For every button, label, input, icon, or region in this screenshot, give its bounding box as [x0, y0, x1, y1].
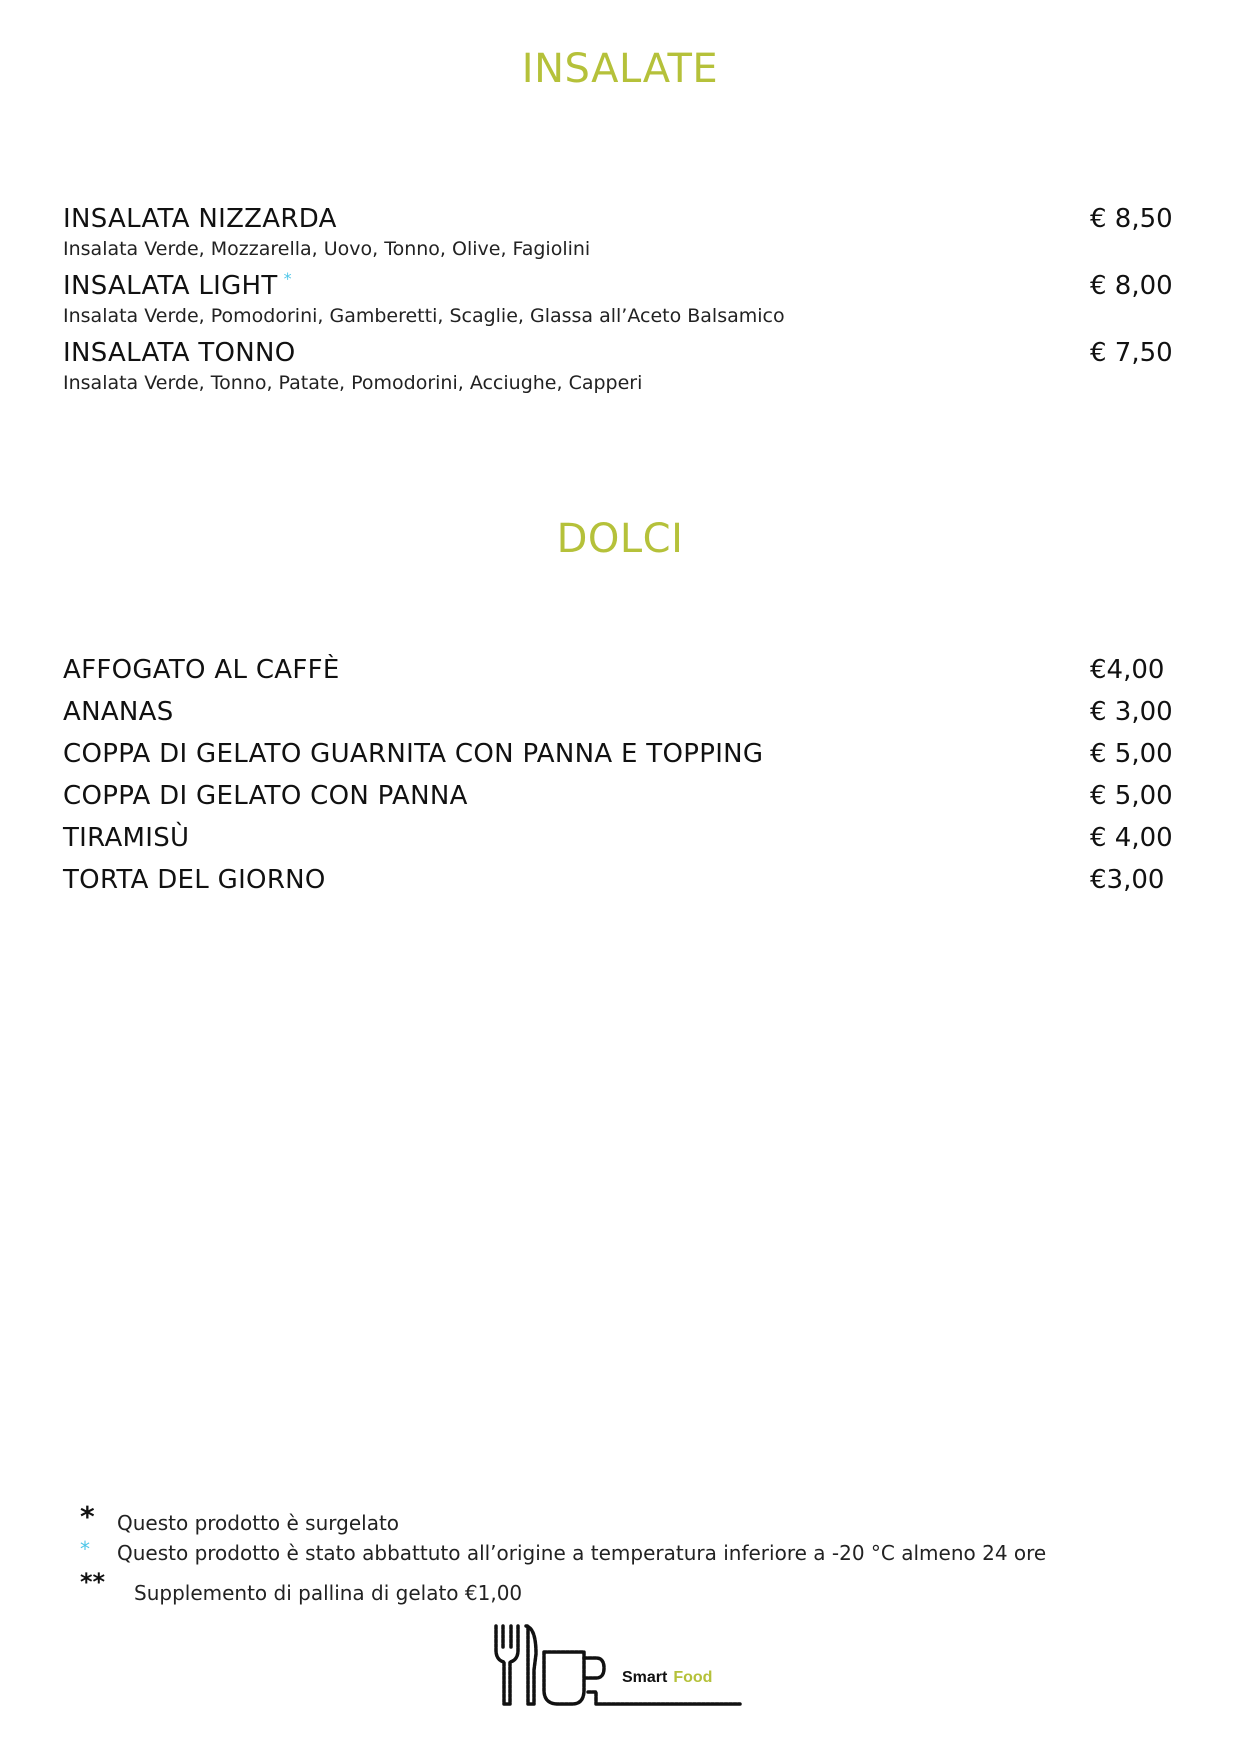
menu-item-name — [63, 271, 292, 301]
menu-item-price: € 3,00 — [1090, 697, 1173, 727]
menu-item-name: INSALATA NIZZARDA — [63, 204, 337, 234]
menu-item-name: COPPA DI GELATO GUARNITA CON PANNA E TOPPING — [63, 739, 764, 769]
menu-item-description: Insalata Verde, Mozzarella, Uovo, Tonno, Olive, Fagiolini — [63, 238, 591, 260]
menu-item-price: € 8,50 — [1090, 204, 1173, 234]
menu-item-price: € 5,00 — [1090, 739, 1173, 769]
menu-item-price: € 7,50 — [1090, 338, 1173, 368]
menu-item-price: € 4,00 — [1090, 823, 1173, 853]
section-title-dolci: DOLCI — [556, 516, 684, 562]
logo-text: Smart Food — [622, 1669, 713, 1686]
menu-item-name: INSALATA TONNO — [63, 338, 296, 368]
knife-icon — [526, 1626, 536, 1704]
footnote-text: Questo prodotto è surgelato — [117, 1511, 400, 1535]
menu-item-price: €4,00 — [1090, 655, 1165, 685]
frozen-origin-marker: * — [283, 269, 292, 288]
menu-item-description: Insalata Verde, Tonno, Patate, Pomodorini, Acciughe, Capperi — [63, 372, 643, 394]
menu-item-description: Insalata Verde, Pomodorini, Gamberetti, Scaglie, Glassa all’Aceto Balsamico — [63, 305, 785, 327]
menu-item-name-text: INSALATA LIGHT — [63, 271, 278, 301]
fork-icon — [496, 1626, 518, 1704]
footnote-marker: * — [80, 1537, 90, 1561]
menu-item-name: TORTA DEL GIORNO — [63, 865, 326, 895]
menu-item-price: € 8,00 — [1090, 271, 1173, 301]
menu-item-name: TIRAMISÙ — [63, 823, 190, 853]
menu-item-price: € 5,00 — [1090, 781, 1173, 811]
cup-icon — [544, 1652, 584, 1704]
menu-item-name: AFFOGATO AL CAFFÈ — [63, 655, 340, 685]
menu-item-name: ANANAS — [63, 697, 174, 727]
footnote-text: Supplemento di pallina di gelato €1,00 — [134, 1581, 523, 1605]
menu-item-price: €3,00 — [1090, 865, 1165, 895]
footnote-text: Questo prodotto è stato abbattuto all’origine a temperatura inferiore a -20 °C almeno 24 ore — [117, 1541, 1047, 1565]
footnote-marker: * — [80, 1500, 95, 1533]
menu-item-name: COPPA DI GELATO CON PANNA — [63, 781, 468, 811]
smart-food-logo — [492, 1620, 752, 1710]
section-title-insalate: INSALATE — [521, 46, 719, 92]
footnote-marker: ** — [80, 1568, 106, 1596]
